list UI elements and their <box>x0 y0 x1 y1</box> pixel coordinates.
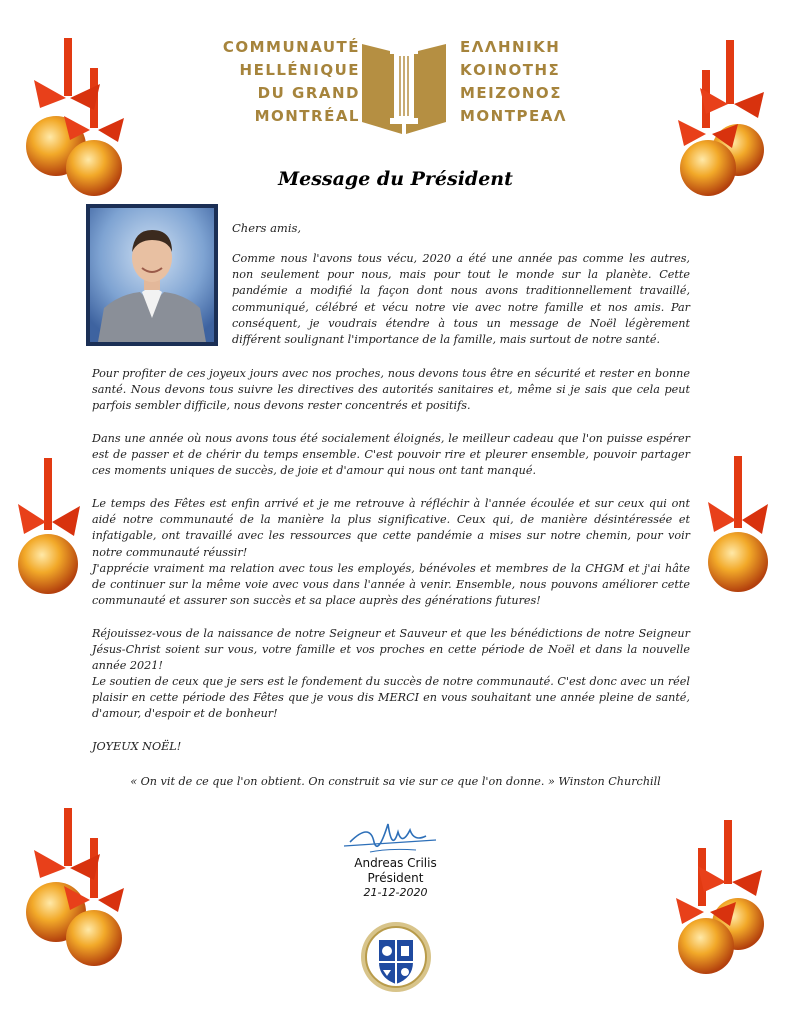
letter-paragraph: Comme nous l'avons tous vécu, 2020 a été une année pas comme les autres, non seulement pour nous, mais pour tout le monde sur la planète. Cette pandémie a modifié la façon dont nous avons traditionnellement travaillé, communiqué, célébré et vécu notre vie avec notre famille et nos amis. Par conséquent, je voudrais étendre à tous un message de Noël légèrement différent soulignant l'importance de la famille, mais surtout de notre santé. <box>232 252 690 347</box>
christmas-ornament-icon <box>14 38 132 204</box>
logo-text-french <box>210 36 360 128</box>
logo-line: COMMUNAUTÉ <box>222 38 360 56</box>
christmas-ornament-icon <box>14 808 132 974</box>
christmas-ornament-icon <box>664 820 776 980</box>
logo-line: ΜΟΝΤΡΕΑΛ <box>460 107 567 125</box>
closing-greeting: JOYEUX NOËL! <box>92 740 182 753</box>
letter-paragraph: Dans une année où nous avons tous été socialement éloignés, le meilleur cadeau que l'on puisse espérer est de passer et de chérir du temps ensemble. C'est pouvoir rire et pleurer ensemble, pouvoir partager ces moments uniques de succès, de joie et d'amour qui nous ont tant manqué. <box>92 432 690 478</box>
logo-line: DU GRAND <box>257 84 360 102</box>
letter-paragraph: Le soutien de ceux que je sers est le fondement du succès de notre communauté. C'est donc avec un réel plaisir en cette période des Fêtes que je vous dis MERCI en vous souhaitant une année pleine de santé, d'amour, d'espoir et de bonheur! <box>92 675 690 721</box>
christmas-ornament-icon <box>702 456 772 596</box>
letter-paragraph: Pour profiter de ces joyeux jours avec nos proches, nous devons tous être en sécurité et rester en bonne santé. Nous devons tous suivre les directives des autorités sanitaires et, même si je sais que cela peut parfois sembler difficile, nous devons rester concentrés et positifs. <box>92 367 690 413</box>
page-title: Message du Président <box>278 168 513 190</box>
letter-paragraph: Le temps des Fêtes est enfin arrivé et je me retrouve à réfléchir à l'année écoulée et sur ceux qui ont aidé notre communauté de la manière la plus significative. Ceux qui, de manière désintéressée et infatigable, ont travaillé avec les ressources que cette pandémie a mises sur notre chemin, pour voir notre communauté réussir! <box>92 497 690 559</box>
salutation: Chers amis, <box>232 221 302 235</box>
logo-line: ΜΕΙΖΟΝΟΣ <box>460 84 562 102</box>
letter-paragraph: Réjouissez-vous de la naissance de notre Seigneur et Sauveur et que les bénédictions de notre Seigneur Jésus-Christ soient sur vous, votre famille et vos proches en cette période de Noël et dans la nouvelle année 2021! <box>92 627 690 673</box>
signature-date: 21-12-2020 <box>363 886 428 899</box>
logo-line: ΕΛΛΗΝΙΚΗ <box>460 38 561 56</box>
logo-text-greek <box>460 36 610 128</box>
logo-line: HELLÉNIQUE <box>239 61 360 79</box>
signatory-name: Andreas Crilis <box>354 856 437 870</box>
quote: « On vit de ce que l'on obtient. On construit sa vie sur ce que l'on donne. » Winston Churchill <box>130 775 661 788</box>
president-photo <box>86 204 218 346</box>
handwritten-signature <box>340 812 440 860</box>
portrait-image <box>90 208 214 342</box>
logo-line: MONTRÉAL <box>254 107 360 125</box>
christmas-ornament-icon <box>668 40 778 200</box>
signatory-role: Président <box>367 871 424 885</box>
letter-paragraph: J'apprécie vraiment ma relation avec tous les employés, bénévoles et membres de la CHGM et j'ai hâte de continuer sur la même voie avec vous dans l'année à venir. Ensemble, nous pouvons améliorer cette communauté et assurer son succès et sa place auprès des générations futures! <box>92 562 690 608</box>
christmas-ornament-icon <box>14 458 84 598</box>
logo-line: ΚΟΙΝΟΤΗΣ <box>460 61 561 79</box>
column-book-logo-icon <box>358 30 450 138</box>
community-seal-icon <box>359 920 433 994</box>
